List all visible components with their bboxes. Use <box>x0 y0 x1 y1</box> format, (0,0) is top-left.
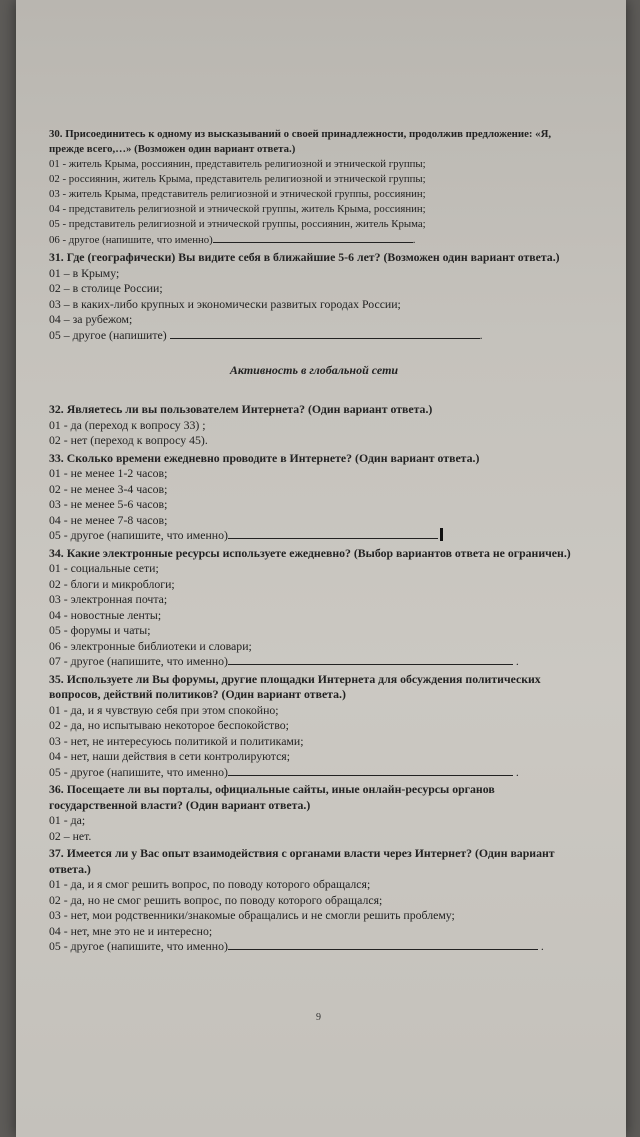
option: 04 – за рубежом; <box>49 312 133 326</box>
question-33 <box>49 451 579 544</box>
option-other <box>49 528 579 544</box>
option: 04 - не менее 7-8 часов; <box>49 512 168 527</box>
option: 03 – в каких-либо крупных и экономически развитых городах России; <box>49 296 401 311</box>
questionnaire-content <box>49 125 579 955</box>
option: 04 - новостные ленты; <box>49 607 162 622</box>
section-title: Активность в глобальной сети <box>229 363 399 377</box>
option-other: 06 - другое (напишите, что именно) . <box>49 234 416 246</box>
option-label: 05 - другое (напишите, что именно) <box>49 528 228 542</box>
option: 01 - да (переход к вопросу 33) ; <box>49 417 206 432</box>
option-label: 05 - другое (напишите, что именно) <box>49 939 228 953</box>
text-cursor-icon <box>440 528 443 541</box>
option: 01 - социальные сети; <box>49 561 159 575</box>
option: 02 - не менее 3-4 часов; <box>49 481 168 496</box>
answer-line[interactable] <box>213 232 413 243</box>
option: 01 - не менее 1-2 часов; <box>49 466 168 480</box>
question-title: 33. Сколько времени ежедневно проводите в Интернете? (Один вариант ответа.) <box>49 450 480 465</box>
answer-line[interactable] <box>228 939 538 950</box>
answer-line[interactable] <box>228 528 438 539</box>
option: 02 – в столице России; <box>49 281 163 295</box>
option: 06 - электронные библиотеки и словари; <box>49 638 252 653</box>
option: 02 – нет. <box>49 828 92 843</box>
option: 05 - представитель религиозной и этнической группы, россиянин, житель Крыма; <box>49 218 426 230</box>
option: 02 - да, но испытываю некоторое беспокойство; <box>49 718 289 732</box>
option-other: 07 - другое (напишите, что именно) . <box>49 654 519 668</box>
question-title: 37. Имеется ли у Вас опыт взаимодействия с органами власти через Интернет? (Один вариант ответа.) <box>49 846 555 876</box>
question-title: 30. Присоединитесь к одному из высказываний о своей принадлежности, продолжив предложение: «Я, прежде всего,…» (Возможен один вариант ответа.) <box>49 128 552 155</box>
option: 03 - не менее 5-6 часов; <box>49 497 168 511</box>
option: 04 - представитель религиозной и этнической группы, житель Крыма, россиянин; <box>49 203 426 215</box>
question-37 <box>49 846 579 955</box>
option: 01 - да, и я чувствую себя при этом спокойно; <box>49 702 279 717</box>
question-title: 35. Используете ли Вы форумы, другие площадки Интернета для обсуждения политических вопросов, действий политиков? (Один вариант ответа.) <box>49 671 541 701</box>
answer-line[interactable] <box>170 328 480 339</box>
question-32 <box>49 402 579 449</box>
option: 02 - нет (переход к вопросу 45). <box>49 433 208 447</box>
option: 01 - житель Крыма, россиянин, представитель религиозной и этнической группы; <box>49 158 426 170</box>
option: 03 - житель Крыма, представитель религиозной и этнической группы, россиянин; <box>49 188 426 200</box>
question-35 <box>49 672 579 781</box>
option: 03 - электронная почта; <box>49 592 168 606</box>
option-other: 05 - другое (напишите, что именно) . <box>49 939 544 953</box>
question-title: 32. Являетесь ли вы пользователем Интернета? (Один вариант ответа.) <box>49 402 433 416</box>
option: 02 - да, но не смог решить вопрос, по поводу которого обращался; <box>49 892 383 907</box>
answer-line[interactable] <box>228 765 513 776</box>
option: 05 - форумы и чаты; <box>49 623 151 637</box>
question-34 <box>49 546 579 670</box>
paper-page <box>16 0 626 1137</box>
option: 03 - нет, мои родственники/знакомые обращались и не смогли решить проблему; <box>49 908 455 922</box>
option: 01 - да; <box>49 813 86 827</box>
option: 02 - россиянин, житель Крыма, представитель религиозной и этнической группы; <box>49 173 426 185</box>
question-title: 36. Посещаете ли вы порталы, официальные сайты, иные онлайн-ресурсы органов государственной власти? (Один вариант ответа.) <box>49 782 495 812</box>
option: 02 - блоги и микроблоги; <box>49 576 175 591</box>
option: 01 – в Крыму; <box>49 265 120 280</box>
option-label: 05 – другое (напишите) <box>49 327 167 342</box>
question-36 <box>49 782 579 844</box>
option-label: 06 - другое (напишите, что именно) <box>49 234 213 246</box>
option: 04 - нет, наши действия в сети контролируются; <box>49 749 291 763</box>
option-other: 05 – другое (напишите) . <box>49 327 483 342</box>
option-label: 05 - другое (напишите, что именно) <box>49 764 228 779</box>
option-label: 07 - другое (напишите, что именно) <box>49 654 228 668</box>
option-other: 05 - другое (напишите, что именно) . <box>49 764 519 779</box>
option: 04 - нет, мне это не и интересно; <box>49 923 213 938</box>
option: 01 - да, и я смог решить вопрос, по поводу которого обращался; <box>49 877 371 891</box>
answer-line[interactable] <box>228 654 513 665</box>
page-number: 9 <box>316 1012 321 1023</box>
question-title: 34. Какие электронные ресурсы используете ежедневно? (Выбор вариантов ответа не ограничен.) <box>49 545 571 560</box>
question-title: 31. Где (географически) Вы видите себя в ближайшие 5-6 лет? (Возможен один вариант ответа.) <box>49 250 560 264</box>
option: 03 - нет, не интересуюсь политикой и политиками; <box>49 733 304 748</box>
question-30 <box>49 127 579 248</box>
question-31 <box>49 250 579 343</box>
